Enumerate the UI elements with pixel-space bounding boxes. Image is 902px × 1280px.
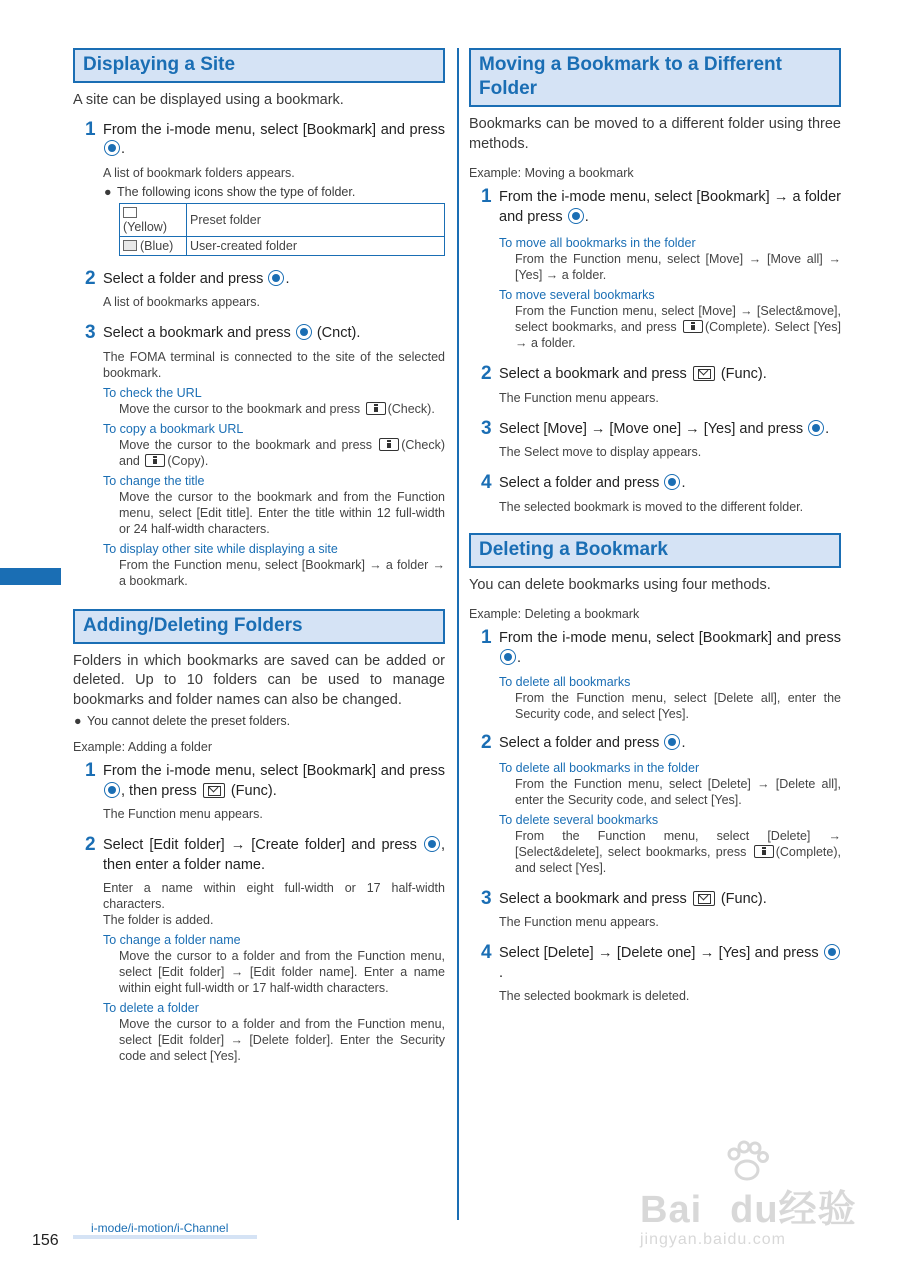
info-key-icon (366, 402, 386, 415)
left-column (73, 48, 445, 1064)
step-text (499, 890, 841, 910)
sub-text: (Copy). (167, 453, 209, 468)
section-title-adding-deleting-folders: Adding/Deleting Folders (73, 609, 445, 644)
step (73, 836, 445, 1064)
sub-title: To change the title (103, 473, 205, 488)
section-intro: Bookmarks can be moved to a different folder using three methods. (469, 116, 841, 152)
section-intro: You can delete bookmarks using four methods. (469, 576, 771, 593)
section-intro: A site can be displayed using a bookmark. (73, 92, 344, 108)
sub-text: Move the cursor to the bookmark and press (119, 401, 361, 416)
step-text-part: From the i-mode menu, select [Bookmark] and press (103, 121, 445, 138)
step-number: 3 (85, 322, 96, 343)
table-row (120, 236, 445, 255)
step-text (499, 734, 841, 754)
section-intro: Folders in which bookmarks are saved can be added or deleted. Up to 10 folders can be used to manage bookmarks and folder names can also be changed. (73, 652, 445, 708)
step-number: 3 (481, 417, 492, 439)
sub-title: To delete a folder (103, 1001, 199, 1015)
example-label: Example: Adding a folder (73, 740, 212, 754)
step-description: The Function menu appears. (499, 390, 659, 405)
enter-key-icon (664, 734, 680, 750)
info-key-icon (379, 438, 399, 451)
sub-body (103, 437, 445, 469)
watermark-logo (640, 1178, 860, 1233)
mail-key-icon (693, 891, 715, 906)
enter-key-icon (268, 270, 284, 286)
step-text (103, 270, 445, 290)
enter-key-icon (664, 474, 680, 490)
step-description: The Function menu appears. (499, 915, 659, 929)
table-cell (120, 203, 187, 236)
watermark-url: jingyan.baidu.com (640, 1231, 786, 1248)
step-text-part: Select a folder and press (499, 475, 660, 491)
enter-key-icon (104, 140, 120, 156)
bullet-note: ● The following icons show the type of folder. (104, 184, 356, 199)
step-description: The FOMA terminal is connected to the site of the selected bookmark. (103, 349, 445, 380)
step (73, 267, 445, 311)
step-text-part: . (121, 141, 126, 157)
bullet-text: You cannot delete the preset folders. (87, 714, 291, 728)
sub-body (103, 401, 445, 417)
step-text-part: Select [Delete] → [Delete one] → [Yes] and press (499, 945, 819, 961)
watermark-text: du (730, 1189, 779, 1231)
step-text-part: . (584, 208, 589, 225)
step-number: 2 (85, 834, 96, 855)
folder-yellow-icon (123, 207, 137, 218)
step-number: 1 (85, 760, 96, 781)
sub-text: (Complete), and select [Yes]. (515, 844, 841, 875)
sub-body: From the Function menu, select [Bookmark] → a folder → a bookmark. (119, 557, 445, 588)
table-cell (120, 236, 187, 255)
watermark-text: 经验 (778, 1189, 857, 1231)
enter-key-icon (104, 782, 120, 798)
step-number: 1 (85, 118, 96, 140)
sub-body: Move the cursor to a folder and from the Function menu, select [Edit folder] → [Delete folder]. Enter the Security code and select [Yes]. (119, 1017, 445, 1063)
step (469, 887, 841, 931)
sub-text: (Complete). Select [Yes] → a folder. (515, 320, 841, 350)
step-text (499, 629, 841, 668)
mail-key-icon (693, 366, 715, 381)
folder-color: (Blue) (140, 238, 174, 253)
step-description: A list of bookmarks appears. (103, 295, 261, 309)
enter-key-icon (424, 836, 440, 852)
sub-body (499, 828, 841, 876)
sub-body: From the Function menu, select [Move] → [Move all] → [Yes] → a folder. (515, 252, 841, 282)
info-key-icon (145, 454, 165, 467)
step-description: The Function menu appears. (103, 807, 263, 821)
step (469, 629, 841, 722)
sub-title: To delete all bookmarks (499, 675, 631, 689)
section-title-moving-bookmark: Moving a Bookmark to a Different Folder (469, 48, 841, 107)
table-row (120, 203, 445, 236)
step (73, 762, 445, 822)
example-label: Example: Moving a bookmark (469, 166, 634, 180)
step-text-part: . (285, 270, 290, 287)
step-text-part: Select [Move] → [Move one] → [Yes] and press (499, 420, 804, 437)
sub-body: Move the cursor to a folder and from the Function menu, select [Edit folder] → [Edit folder name]. Enter a name within eight full-width or 17 half-width characters. (119, 949, 445, 995)
step-text (103, 836, 445, 875)
step-text-part: , then press (121, 782, 197, 799)
step-description: The Select move to display appears. (499, 445, 702, 459)
step-number: 2 (85, 267, 96, 289)
sub-body (499, 303, 841, 351)
step-text-part: Select [Edit folder] → [Create folder] and press (103, 837, 417, 853)
enter-key-icon (500, 649, 516, 665)
chapter-tab (0, 568, 61, 585)
step-text (499, 420, 841, 440)
step-text-part: From the i-mode menu, select [Bookmark] and press (103, 763, 445, 779)
table-cell: Preset folder (187, 203, 445, 236)
sub-text: Move the cursor to the bookmark and press (119, 437, 373, 452)
page-number: 156 (32, 1232, 59, 1249)
step (469, 734, 841, 876)
step-description: Enter a name within eight full-width or 17 half-width characters. (103, 881, 445, 911)
section-title-deleting-bookmark: Deleting a Bookmark (469, 533, 841, 568)
step-description: A list of bookmark folders appears. (103, 165, 295, 180)
sub-text: (Check). (387, 401, 435, 416)
sub-title: To check the URL (103, 385, 202, 400)
section-title-displaying-site: Displaying a Site (73, 48, 445, 83)
step-text-part: Select a folder and press (103, 270, 264, 287)
step-text (499, 474, 841, 494)
sub-title: To move all bookmarks in the folder (499, 236, 696, 250)
info-key-icon (754, 845, 774, 858)
step-description: The selected bookmark is deleted. (499, 989, 690, 1003)
step-text-part: Select a folder and press (499, 735, 660, 751)
mail-key-icon (203, 783, 225, 798)
step-number: 4 (481, 942, 492, 963)
sub-title: To change a folder name (103, 933, 241, 947)
enter-key-icon (568, 208, 584, 224)
enter-key-icon (296, 324, 312, 340)
sub-title: To move several bookmarks (499, 288, 655, 302)
step-number: 1 (481, 627, 492, 648)
step-number: 2 (481, 363, 492, 384)
step (469, 365, 841, 406)
step-text-part: , then enter a folder name. (103, 837, 445, 873)
step-text-part: (Func). (716, 890, 767, 907)
step-text (499, 188, 841, 227)
sub-title: To display other site while displaying a site (103, 541, 338, 556)
sub-title: To delete all bookmarks in the folder (499, 760, 700, 775)
step (73, 324, 445, 589)
step-text (103, 762, 445, 801)
sub-text: From the Function menu, select [Delete] → [Select&delete], select bookmarks, press (515, 828, 841, 859)
watermark-text: Bai (640, 1189, 703, 1231)
step-text-part: (Cnct). (312, 325, 361, 341)
step-text-part: From the i-mode menu, select [Bookmark] and press (499, 630, 841, 646)
step-text-part: . (517, 649, 522, 666)
info-key-icon (683, 320, 703, 333)
step-text-part: . (681, 475, 686, 491)
enter-key-icon (808, 420, 824, 436)
sub-body: From the Function menu, select [Delete] → [Delete all], enter the Security code, and select [Yes]. (515, 776, 841, 807)
step (73, 118, 445, 256)
step-text (103, 121, 445, 160)
enter-key-icon (824, 944, 840, 960)
step-text (499, 365, 841, 385)
step (469, 944, 841, 1004)
column-divider (457, 48, 459, 1220)
step-number: 1 (481, 186, 492, 207)
sub-body: From the Function menu, select [Delete all], enter the Security code, and select [Yes]. (515, 691, 841, 721)
step-text-part: . (825, 420, 830, 437)
bullet-text: The following icons show the type of folder. (117, 184, 356, 199)
bullet-note: ● You cannot delete the preset folders. (74, 714, 291, 728)
step (469, 188, 841, 351)
step-number: 3 (481, 887, 492, 909)
folder-blue-icon (123, 240, 137, 251)
step-text-part: (Func). (226, 782, 277, 799)
step-description: The selected bookmark is moved to the different folder. (499, 499, 804, 514)
sub-title: To copy a bookmark URL (103, 421, 244, 436)
sub-body: Move the cursor to the bookmark and from the Function menu, select [Edit title]. Enter the title within 12 full-width or 24 half-width characters. (119, 489, 445, 536)
step-text-part: Select a bookmark and press (499, 890, 687, 907)
step-text-part: Select a bookmark and press (103, 325, 291, 341)
step (469, 474, 841, 515)
example-label: Example: Deleting a bookmark (469, 607, 640, 621)
right-column (469, 48, 841, 1004)
step-description: The folder is added. (103, 913, 214, 927)
step-text-part: . (681, 735, 686, 751)
folder-type-table (119, 203, 445, 256)
table-cell: User-created folder (187, 236, 445, 255)
step-text-part: . (499, 964, 504, 981)
watermark (640, 1160, 860, 1250)
sub-text: (Check) and (119, 437, 445, 468)
sub-text: From the Function menu, select [Move] → [Select&move], select bookmarks, and press (515, 304, 841, 334)
step-text-part: Select a bookmark and press (499, 366, 687, 382)
footer-chapter-label: i-mode/i-motion/i-Channel (73, 1221, 257, 1239)
step-text-part: (Func). (716, 366, 767, 382)
sub-title: To delete several bookmarks (499, 812, 659, 827)
step (469, 417, 841, 461)
step-text-part: From the i-mode menu, select [Bookmark] → a folder and press (499, 189, 841, 225)
step-number: 2 (481, 732, 492, 753)
step-text (499, 944, 841, 983)
folder-color: (Yellow) (123, 219, 168, 234)
step-text (103, 324, 445, 344)
step-number: 4 (481, 472, 492, 493)
